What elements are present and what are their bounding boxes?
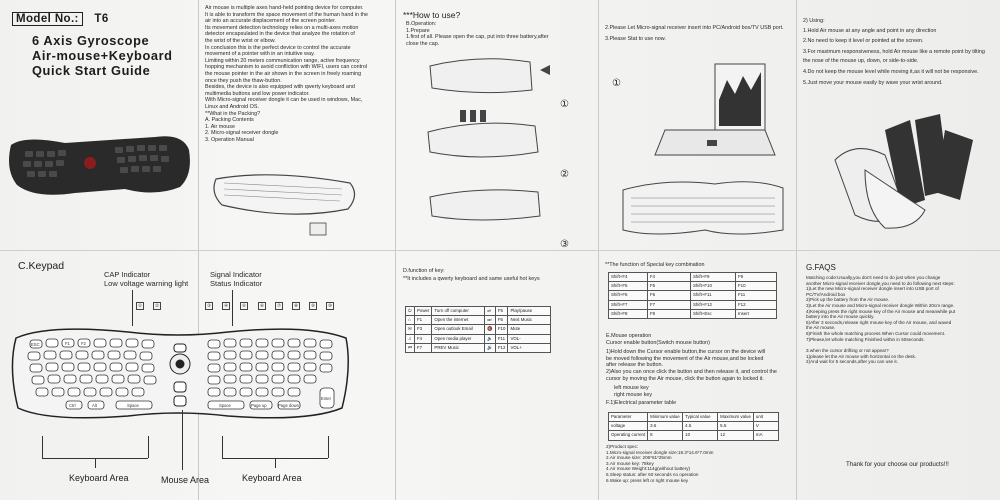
intro-line: detector encapsulated in the device that analyze the rotation of	[205, 31, 355, 38]
table-row	[609, 431, 779, 440]
table-row	[609, 282, 777, 291]
callout-9: ⑨	[310, 303, 316, 308]
table-cell: F10	[736, 282, 777, 291]
table-cell: F7	[648, 300, 691, 309]
table-cell: ⏮	[406, 343, 415, 352]
key-esc: ESC	[31, 342, 40, 347]
mouse-operation-text	[606, 333, 777, 407]
function-key-table	[405, 306, 551, 353]
bracket-line	[42, 436, 43, 458]
step-marker: ①	[612, 78, 621, 89]
table-cell: 5.5	[718, 422, 754, 431]
callout-10: ⑩	[327, 303, 333, 308]
hand-holding-device-illustration	[825, 100, 990, 240]
table-cell: Shift+F8	[609, 309, 648, 318]
bracket-line	[328, 436, 329, 458]
faq-line: 3.when the cursor drifting or not appear?	[806, 348, 889, 354]
table-cell: ⏭	[485, 316, 495, 325]
keypad-diagram	[8, 318, 353, 428]
step-line: close the cap.	[406, 40, 440, 47]
status-indicator-text: Status Indicator	[210, 279, 263, 288]
table-cell: F5	[648, 282, 691, 291]
table-cell: Shift+F12	[691, 300, 736, 309]
table-cell: Shift+F11	[691, 291, 736, 300]
spec-line: 1.Micro-signal receiver dongle size:19.3*14.6*7.0mm	[606, 449, 714, 455]
mouse-area-label: Mouse Area	[161, 475, 210, 485]
thanks-text: Thank for your choose our products!!!	[846, 461, 949, 468]
table-cell: 12	[718, 431, 754, 440]
table-cell: F4	[414, 334, 431, 343]
bracket-line	[275, 458, 276, 468]
table-cell: Maximum value	[718, 413, 754, 422]
table-cell: mA	[753, 431, 778, 440]
how-to-use-heading: ***How to use?	[403, 10, 461, 20]
faq-line: 2)Pick up the battery from the Air mouse.	[806, 297, 890, 303]
intro-line: once they push the thaw-button.	[205, 77, 282, 84]
title-line: 6 Axis Gyroscope	[32, 33, 150, 48]
table-cell: F7	[414, 343, 431, 352]
table-cell: VOL-	[508, 334, 551, 343]
table-cell: Shift+F5	[609, 282, 648, 291]
step-line: B.Operation:	[406, 21, 437, 27]
table-row	[609, 422, 779, 431]
intro-line: **What in the Packing?	[205, 110, 261, 117]
table-row	[609, 291, 777, 300]
spec-line: 4.Air mouse Weight:114g(without battery)	[606, 466, 691, 472]
table-cell: F10	[495, 325, 508, 334]
operation-text	[406, 21, 549, 47]
mouse-op-line: Cursor enable button(Switch mouse button)	[606, 339, 710, 346]
table-cell: 8	[648, 431, 683, 440]
mouse-op-line: right mouse key	[614, 391, 653, 398]
intro-line: In conclusion this is the perfect device to control the accurate	[205, 44, 351, 51]
keyboard-line-drawing	[210, 165, 360, 240]
intro-line: air into an accurate displacement of the screen pointer.	[205, 18, 336, 25]
table-cell: Minimum value	[648, 413, 683, 422]
table-cell: F12	[736, 300, 777, 309]
table-cell: F5	[495, 307, 508, 316]
table-cell: voltage	[609, 422, 648, 431]
table-cell: Typical value	[683, 413, 718, 422]
key-page-up: Page up	[251, 403, 267, 408]
using-line: 4.Do not keep the mouse level while moving it,as it will not be responsive.	[803, 68, 979, 75]
signal-indicator-text: Signal Indicator	[210, 270, 262, 279]
receiver-line: 2.Please Let Micro-signal receiver insert into PC/Android box/TV USB port.	[605, 25, 784, 31]
table-cell: Shift+F6	[609, 291, 648, 300]
table-cell: ⌂	[406, 316, 415, 325]
table-cell: 3.6	[648, 422, 683, 431]
key-f1: F1	[65, 341, 70, 346]
electrical-param-table	[608, 412, 779, 441]
table-cell: 🔊	[485, 343, 495, 352]
intro-line: It is able to transform the space movement of the human hand in the	[205, 11, 369, 18]
table-cell: 🔉	[485, 334, 495, 343]
bracket-line	[148, 436, 149, 458]
model-value: T6	[94, 13, 109, 25]
key-ctrl: Ctrl	[69, 403, 76, 408]
table-cell: 4.5	[683, 422, 718, 431]
receiver-line: 3.Please Stat to use now.	[605, 35, 666, 42]
keypad-heading: C.Keypad	[18, 260, 65, 272]
mouse-op-line: be moved following the movement of the Air mouse,and be locked	[606, 355, 764, 362]
spec-line: 5.Sleep status: after 60 seconds no operation	[606, 471, 699, 477]
spec-line: 3.Air mouse key: 78key	[606, 460, 654, 466]
table-cell: Open outlook Email	[432, 325, 485, 334]
keyboard-area-label: Keyboard Area	[69, 473, 129, 483]
intro-line: Besides, the device is also equipped with qwerty keyboard and	[205, 84, 355, 91]
table-row	[406, 334, 551, 343]
table-row	[609, 273, 777, 282]
faq-line: Matching code:Usually,you don't need to do just when you change	[806, 275, 941, 280]
mouse-operation-heading: E.Mouse operation	[606, 333, 652, 339]
key-enter: Enter	[321, 396, 332, 401]
using-text	[803, 18, 985, 86]
table-cell: F11	[495, 334, 508, 343]
spec-line: 6.Wake up: press left or right mouse key	[606, 477, 689, 483]
intro-line: the wrist of the wrist or elbow.	[205, 37, 276, 44]
table-cell: F8	[648, 309, 691, 318]
callout-2: ②	[154, 303, 160, 308]
callout-5: ⑤	[241, 303, 247, 308]
table-cell: F12	[495, 343, 508, 352]
spec-line: 2.Air mouse size: 206*61*25mm	[606, 455, 672, 461]
key-f2: F2	[81, 341, 86, 346]
table-cell: F9	[736, 273, 777, 282]
table-cell: Power	[414, 307, 431, 316]
table-row	[609, 413, 779, 422]
faq-line: 1)please let the Air mouse with horizontal on the desk.	[806, 353, 917, 359]
key-space-right: Space	[219, 403, 231, 408]
table-cell: 🔇	[485, 325, 495, 334]
title-line: Quick Start Guide	[32, 63, 151, 78]
table-cell: Shift+F7	[609, 300, 648, 309]
callout-7: ⑦	[276, 303, 282, 308]
table-row	[406, 316, 551, 325]
laptop-receiver-illustration	[615, 60, 795, 245]
signal-indicator-label	[210, 270, 262, 288]
intro-line: With Micro-signal receiver dongle it can be used in windows, Mac,	[205, 97, 363, 104]
faq-line: the Air mouse.	[806, 325, 836, 331]
special-key-heading: **The function of Special key combination	[605, 262, 705, 268]
intro-line: 3. Operation Manual	[205, 136, 254, 143]
mouse-op-line: 1)Hold down the Cursor enable button,the cursor on the device will	[606, 349, 766, 356]
keyboard-area-label-right: Keyboard Area	[242, 473, 302, 483]
bracket-line	[95, 458, 96, 468]
product-keyboard-image	[5, 115, 195, 210]
faq-line: 7)Please,let whole matching Finished within in 50seconds.	[806, 336, 925, 342]
table-cell: Next Music	[508, 316, 551, 325]
faq-line: PC/TV/Android box	[806, 291, 846, 297]
table-cell: Shift+Esc	[691, 309, 736, 318]
table-cell: ⏻	[406, 307, 415, 316]
callout-6: ⑥	[259, 303, 265, 308]
table-cell: Play/pause	[508, 307, 551, 316]
intro-text	[205, 5, 368, 143]
faq-line: 5)After 3 seconds,release right mouse key of the Air mouse, and waved	[806, 319, 952, 325]
faq-line: battery into the Air mouse quickly.	[806, 314, 875, 320]
table-cell: 10	[683, 431, 718, 440]
faq-line: 3)Let the Air mouse and Micro-signal receiver dongle Within 20cm range.	[806, 302, 955, 308]
intro-line: Its movement detection technology relies on a multi-axes motion	[205, 24, 359, 31]
table-row	[609, 309, 777, 318]
intro-line: movement of a pointer with in an intuitive way.	[205, 51, 315, 58]
cap-indicator-text: CAP Indicator	[104, 270, 151, 279]
key-space: Space	[127, 403, 139, 408]
table-cell: ⏯	[485, 307, 495, 316]
using-line: 1.Hold Air mouse at any angle and point in any direction	[803, 27, 937, 34]
mouse-op-line: 2)Also you can once click the button and then release it, and control the	[606, 368, 777, 375]
key-alt: Alt	[92, 403, 97, 408]
table-cell: F6	[648, 291, 691, 300]
receiver-text	[605, 25, 784, 42]
cap-indicator-label	[104, 270, 188, 288]
step-marker-1: ①	[560, 99, 569, 110]
mouse-op-line: after release the button.	[606, 362, 663, 369]
table-cell: Shift+F9	[691, 273, 736, 282]
param-heading: F.1)Electrical parameter table	[606, 400, 677, 407]
table-row	[609, 300, 777, 309]
intro-line: the mouse pointer in the air shown in the screen in freely roaming	[205, 70, 362, 77]
table-cell: F3	[414, 325, 431, 334]
using-line: 2.No need to keep it level or pointed at the screen.	[803, 38, 924, 45]
using-line: 5.Just move your mouse easily by wave your wrist around.	[803, 79, 943, 86]
table-cell: ♫	[406, 334, 415, 343]
title-line: Air-mouse+Keyboard	[32, 48, 173, 63]
table-cell: VOL+	[508, 343, 551, 352]
table-row	[406, 307, 551, 316]
faqs-heading: G.FAQS	[806, 263, 836, 272]
intro-line: Air mouse is multiple axes hand-held pointing device for computer.	[205, 5, 364, 11]
guide-title	[32, 33, 173, 78]
table-cell: Turn off computer	[432, 307, 485, 316]
faqs-text	[806, 275, 955, 365]
intro-line: 1. Air mouse	[205, 123, 235, 130]
battery-install-illustration	[420, 52, 590, 252]
step-marker-2: ②	[560, 169, 569, 180]
table-cell: Insert	[736, 309, 777, 318]
table-row	[406, 343, 551, 352]
intro-line: 2. Micro-signal receiver dongle	[205, 130, 279, 137]
table-cell: PREV Music	[432, 343, 485, 352]
mouse-op-line: cursor by moving the Air mouse, click the button again to locked it.	[606, 375, 764, 382]
table-cell: Operating current	[609, 431, 648, 440]
spec-line: 2)Product spec:	[606, 444, 639, 449]
table-cell: Shift+F4	[609, 273, 648, 282]
intro-line: Linux and Android OS.	[205, 103, 259, 110]
table-cell: Shift+F10	[691, 282, 736, 291]
table-cell: F11	[736, 291, 777, 300]
callout-1: ①	[137, 303, 143, 308]
model-number	[12, 13, 109, 25]
intro-line: Limiting within 20 meters communication range, active frequency	[205, 57, 360, 64]
faq-line: 2)And wait for 5 seconds,after you can use it.	[806, 359, 898, 365]
key-page-down: Page down	[278, 403, 299, 408]
step-line: 1.first of all. Please open the cap, put into three battery,after	[406, 34, 549, 41]
callout-4: ④	[223, 303, 229, 308]
table-cell: F4	[648, 273, 691, 282]
using-line: 3.For maximum responsiveness, hold Air mouse like a remote point by tilting	[803, 48, 985, 55]
function-key-subheading: **It includes a qwerty keyboard and same useful hot keys	[403, 276, 540, 282]
table-cell: F1	[414, 316, 431, 325]
table-cell: Open the internet	[432, 316, 485, 325]
table-cell: Parameter	[609, 413, 648, 422]
model-label: Model No.:	[12, 12, 83, 26]
faq-line: another Micro-signal receiver dongle,you need to do following next steps:	[806, 280, 955, 286]
callout-3: ③	[206, 303, 212, 308]
special-key-table	[608, 272, 777, 319]
function-key-heading: D.function of key:	[403, 268, 445, 274]
product-spec-text	[606, 444, 714, 483]
faq-line: 6)Finish the whole matching process When Cursor could movement.	[806, 330, 946, 336]
mouse-op-line: left mouse key	[614, 385, 649, 392]
table-cell: ✉	[406, 325, 415, 334]
faq-line: 1)Let the new Micro-signal receiver dongle insert into USB port of	[806, 286, 939, 292]
bracket-line	[182, 410, 183, 470]
callout-8: ⑧	[293, 303, 299, 308]
table-row	[406, 325, 551, 334]
low-voltage-text: Low voltage warning light	[104, 279, 189, 288]
bracket-line	[222, 436, 223, 458]
table-cell: F6	[495, 316, 508, 325]
faq-line: 4)Keeping press the right mouse key of the Air mouse and meanwhile put	[806, 308, 956, 314]
table-cell: unit	[753, 413, 778, 422]
table-cell: Open media player	[432, 334, 485, 343]
using-line: the nose of the mouse up, down, or side-to-side.	[803, 58, 919, 65]
intro-line: hopping mechanism to avoid confliction with WIFI, users can control	[205, 64, 368, 71]
step-line: 1.Prepare	[406, 27, 430, 34]
table-cell: Mute	[508, 325, 551, 334]
step-marker-3: ③	[560, 239, 569, 250]
intro-line: A. Packing Contents	[205, 117, 254, 124]
using-heading: 2) Using:	[803, 18, 825, 24]
table-cell: V	[753, 422, 778, 431]
intro-line: multimedia buttons and low power indicator.	[205, 90, 310, 97]
